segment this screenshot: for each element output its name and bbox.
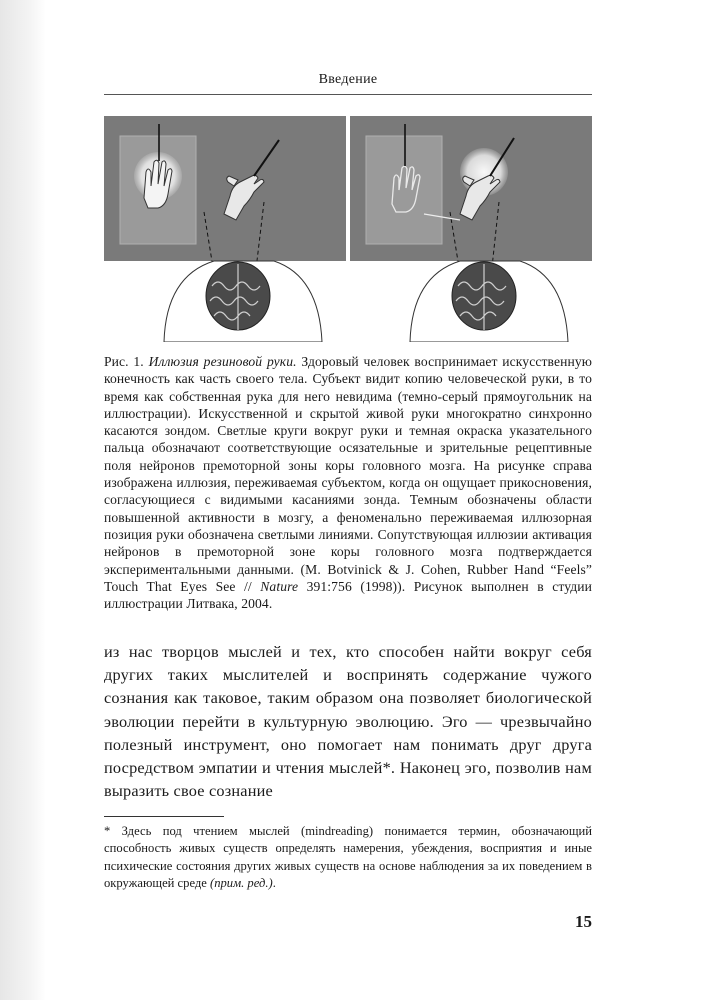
footnote-text: * Здесь под чтением мыслей (mindreading) понимается термин, обозначающий способность живых существ определять намерения, убеждения, восприятия и иные психические состояния других живых существ на основе наблюдения за их поведением в окружающей среде xyxy=(104,824,592,890)
hidden-hand-box xyxy=(366,136,442,244)
footnote-end: . xyxy=(272,875,276,890)
body-paragraph: из нас творцов мыслей и тех, кто способен найти вокруг себя других таких мыслителей и воспринять содержание чужого сознания как таковое, таким образом она позволяет биологической эволюции перейти в культурную эволюцию. Эго — чрезвычайно полезный инструмент, оно помогает нам понимать друг друга посредством эмпатии и чтения мыслей*. Наконец эго, позволив нам выразить свое сознание xyxy=(104,642,592,801)
running-head-rule xyxy=(104,94,592,95)
page-number: 15 xyxy=(575,912,592,931)
figure-caption xyxy=(104,353,592,612)
figure-svg xyxy=(104,116,592,342)
running-head: Введение xyxy=(318,72,378,87)
footnote xyxy=(104,823,592,892)
caption-text-end: 391:756 (1998)). Рисунок выполнен в студии иллюстрации Литвака, 2004. xyxy=(104,578,593,612)
footnote-note: (прим. ред.) xyxy=(210,875,273,890)
page-gutter-shadow xyxy=(0,0,46,1000)
right-panel xyxy=(350,116,592,342)
rubber-hand-illustration xyxy=(104,116,592,342)
caption-label: Рис. 1. xyxy=(104,354,144,369)
left-panel xyxy=(104,116,346,342)
caption-title: Иллюзия резиновой руки. xyxy=(148,354,297,369)
footnote-rule xyxy=(104,816,224,817)
caption-text: Здоровый человек воспринимает искусственную конечность как часть своего тела. Субъект видит копию человеческой руки, в то время как собственная рука для него невидима (темно-серый прямоугольник на иллюстрации). Искусственной и скрытой живой руки многократно синхронно касаются зондом. Светлые круги вокруг руки и темная окраска указательного пальца обозначают соответствующие осязательные и зрительные рецептивные поля нейронов премоторной зоны коры головного мозга. На рисунке справа изображена иллюзия, переживаемая субъектом, когда он ощущает прикосновения, согласующиеся с видимыми касаниями зонда. Темным обозначены области повышенной активности в мозгу, а феноменально переживаемая иллюзорная позиция руки обозначена светлыми линиями. Сопутствующая иллюзии активация нейронов в премоторной зоне коры головного мозга подтверждается экспериментальными данными. (M. Botvinick & J. Cohen, Rubber Hand “Feels” Touch That Eyes See // xyxy=(104,354,592,594)
book-page xyxy=(104,0,592,1000)
caption-journal: Nature xyxy=(260,578,299,594)
